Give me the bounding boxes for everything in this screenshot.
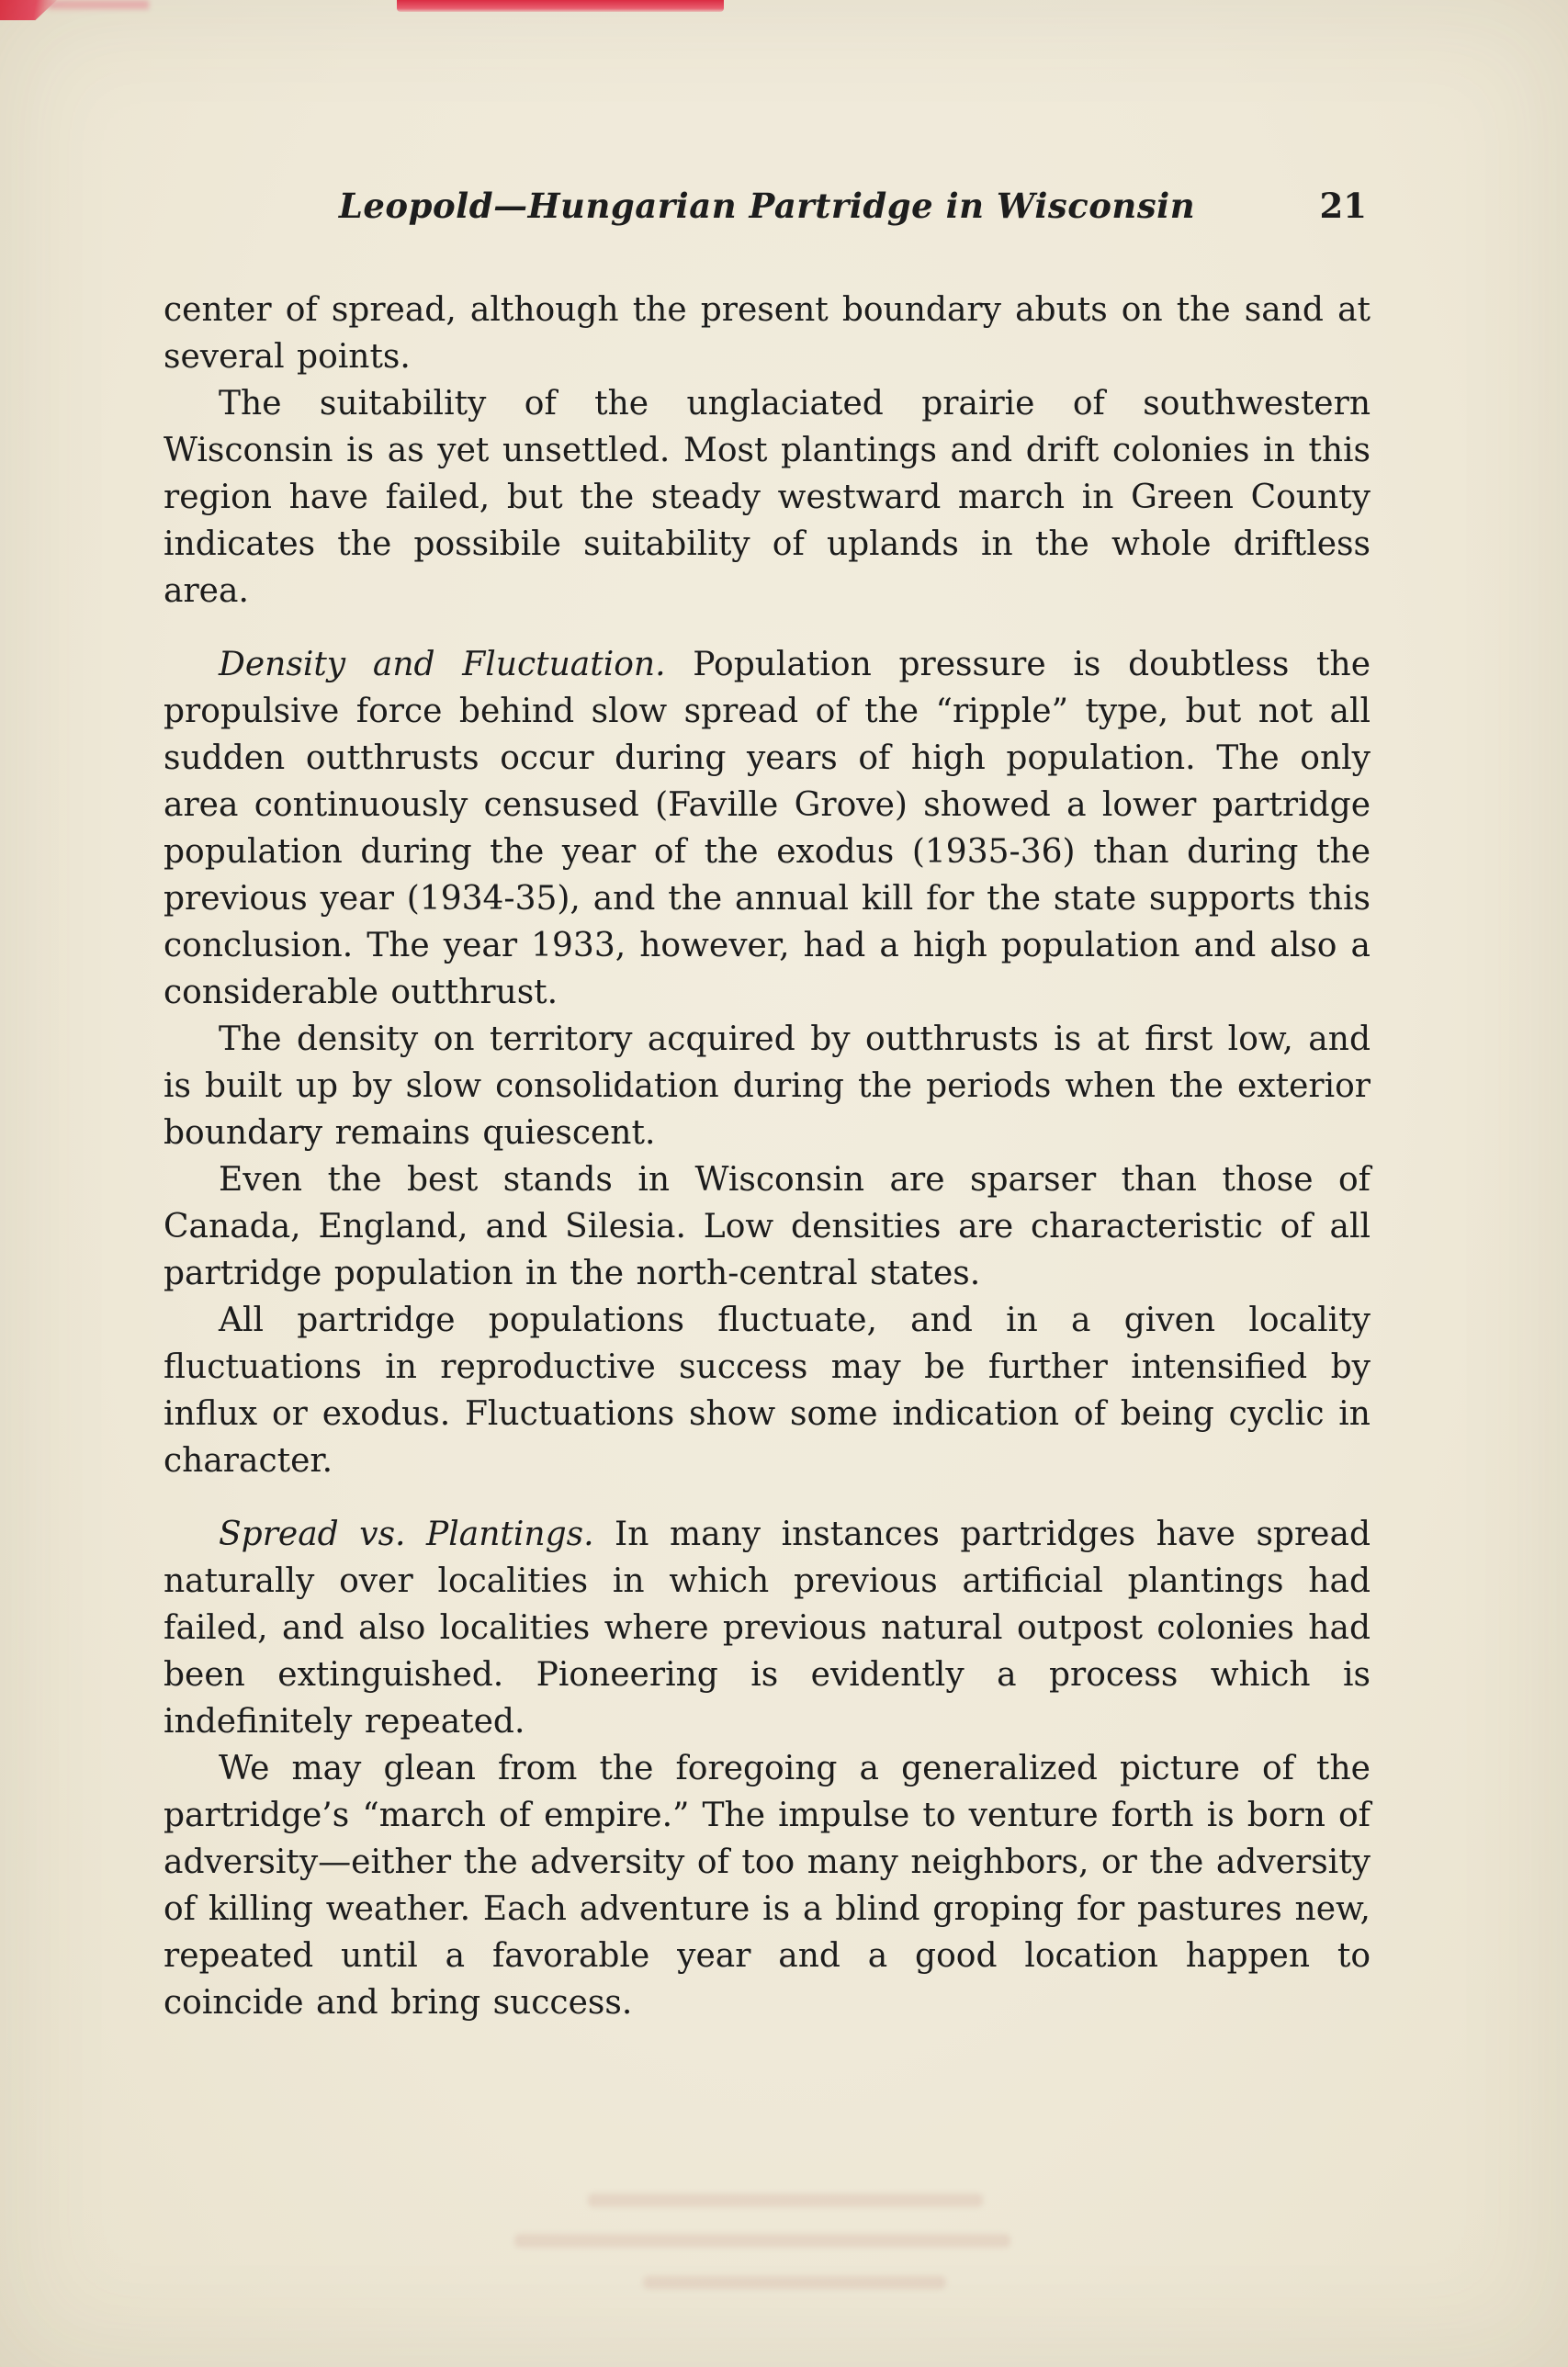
paragraph: The suitability of the unglaciated prairie of southwestern Wisconsin is as yet unsettled. Most plantings and drift colonies in this region have failed, but the steady westward march in Green County indicates the possibile suitability of uplands in the whole driftless area.	[164, 385, 1371, 610]
paragraph-lead-italic: Spread vs. Plantings.	[219, 1516, 615, 1553]
paragraph: All partridge populations fluctuate, and in a given locality fluctuations in reproductive success may be further intensified by influx or exodus. Fluctuations show some indication of being cyclic in character.	[164, 1302, 1371, 1480]
scan-artifact-bleedthrough	[643, 2276, 946, 2289]
scan-artifact-pink-smear	[48, 0, 149, 9]
paragraph: center of spread, although the present boundary abuts on the sand at several points.	[164, 291, 1371, 376]
paragraph: Spread vs. Plantings. In many instances partridges have spread naturally over localities in which previous artificial plantings had failed, and also localities where previous natural outpost colonies had been extinguished. Pioneering is evidently a process which is indefinitely repeated.	[164, 1516, 1371, 1741]
paragraph: We may glean from the foregoing a generalized picture of the partridge’s “march of empire.” The impulse to venture forth is born of adversity—either the adversity of too many neighbors, or the adversity of killing weather. Each adventure is a blind groping for pastures new, repeated until a favorable year and a good location happen to coincide and bring success.	[164, 1750, 1371, 2022]
page-number: 21	[1319, 186, 1367, 226]
paragraph: Even the best stands in Wisconsin are sparser than those of Canada, England, and Silesia. Low densities are characteristic of all partridge population in the north-central states.	[164, 1161, 1371, 1292]
scan-artifact-bleedthrough	[514, 2234, 1010, 2248]
page-body	[164, 287, 1371, 2026]
paragraph-lead-italic: Density and Fluctuation.	[219, 646, 694, 683]
scan-artifact-red-wedge	[0, 0, 57, 20]
paragraph: Density and Fluctuation. Population pressure is doubtless the propulsive force behind slow spread of the “ripple” type, but not all sudden outthrusts occur during years of high population. The only area continuously censused (Faville Grove) showed a lower partridge population during the year of the exodus (1935-36) than during the previous year (1934-35), and the annual kill for the state supports this conclusion. The year 1933, however, had a high population and also a considerable outthrust.	[164, 646, 1371, 1011]
scan-artifact-bleedthrough	[588, 2193, 983, 2207]
running-title: Leopold—Hungarian Partridge in Wisconsin	[338, 186, 1196, 226]
paragraph: The density on territory acquired by outthrusts is at first low, and is built up by slow consolidation during the periods when the exterior boundary remains quiescent.	[164, 1020, 1371, 1152]
page-header	[164, 186, 1371, 233]
scan-artifact-red-strip	[397, 0, 724, 12]
